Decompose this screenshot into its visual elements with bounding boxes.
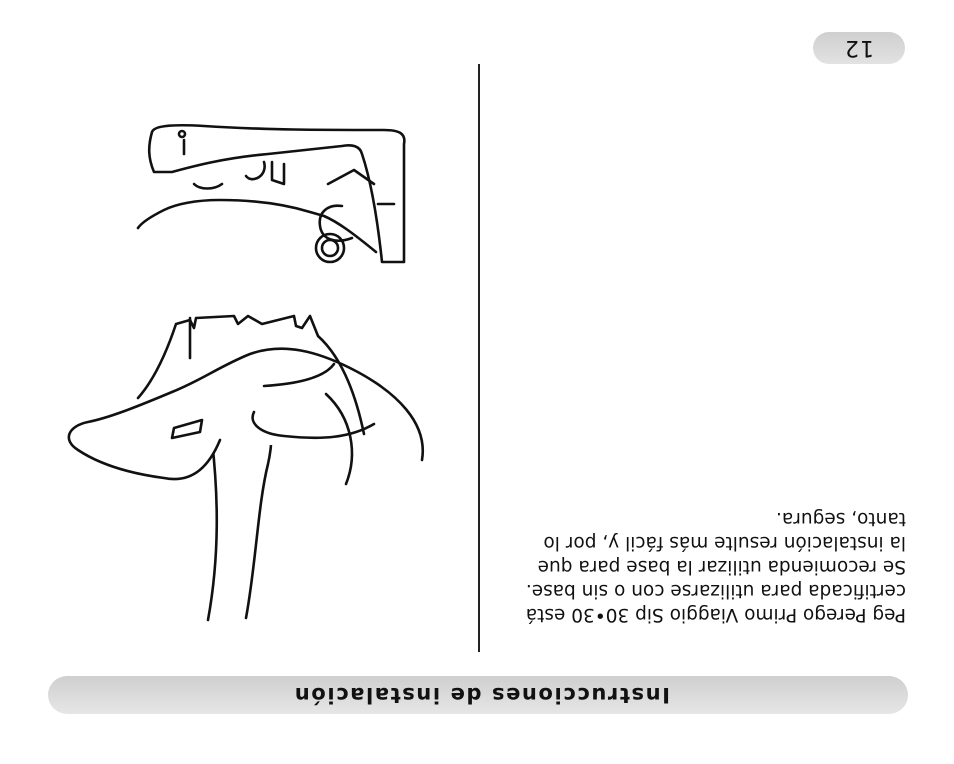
instruction-line: tanto, segura. bbox=[776, 508, 906, 529]
section-title: Instrucciones de instalación bbox=[293, 683, 670, 707]
car-seat-and-base-icon bbox=[64, 84, 434, 624]
instruction-line: Se recomienda utilizar la base para que bbox=[537, 556, 906, 577]
instruction-line: la instalación resulte más fácil y, por lo bbox=[543, 532, 906, 553]
column-divider bbox=[479, 64, 481, 652]
instruction-text bbox=[486, 506, 906, 626]
instruction-line: Peg Perego Primo Viaggio Sip 30•30 está bbox=[525, 604, 906, 625]
page-number: 12 bbox=[844, 35, 874, 61]
car-seat-base bbox=[138, 125, 404, 262]
section-header-bar bbox=[48, 676, 908, 714]
instruction-line: certificada para utilizarse con o sin base. bbox=[525, 580, 906, 601]
page-number-badge bbox=[813, 32, 905, 64]
